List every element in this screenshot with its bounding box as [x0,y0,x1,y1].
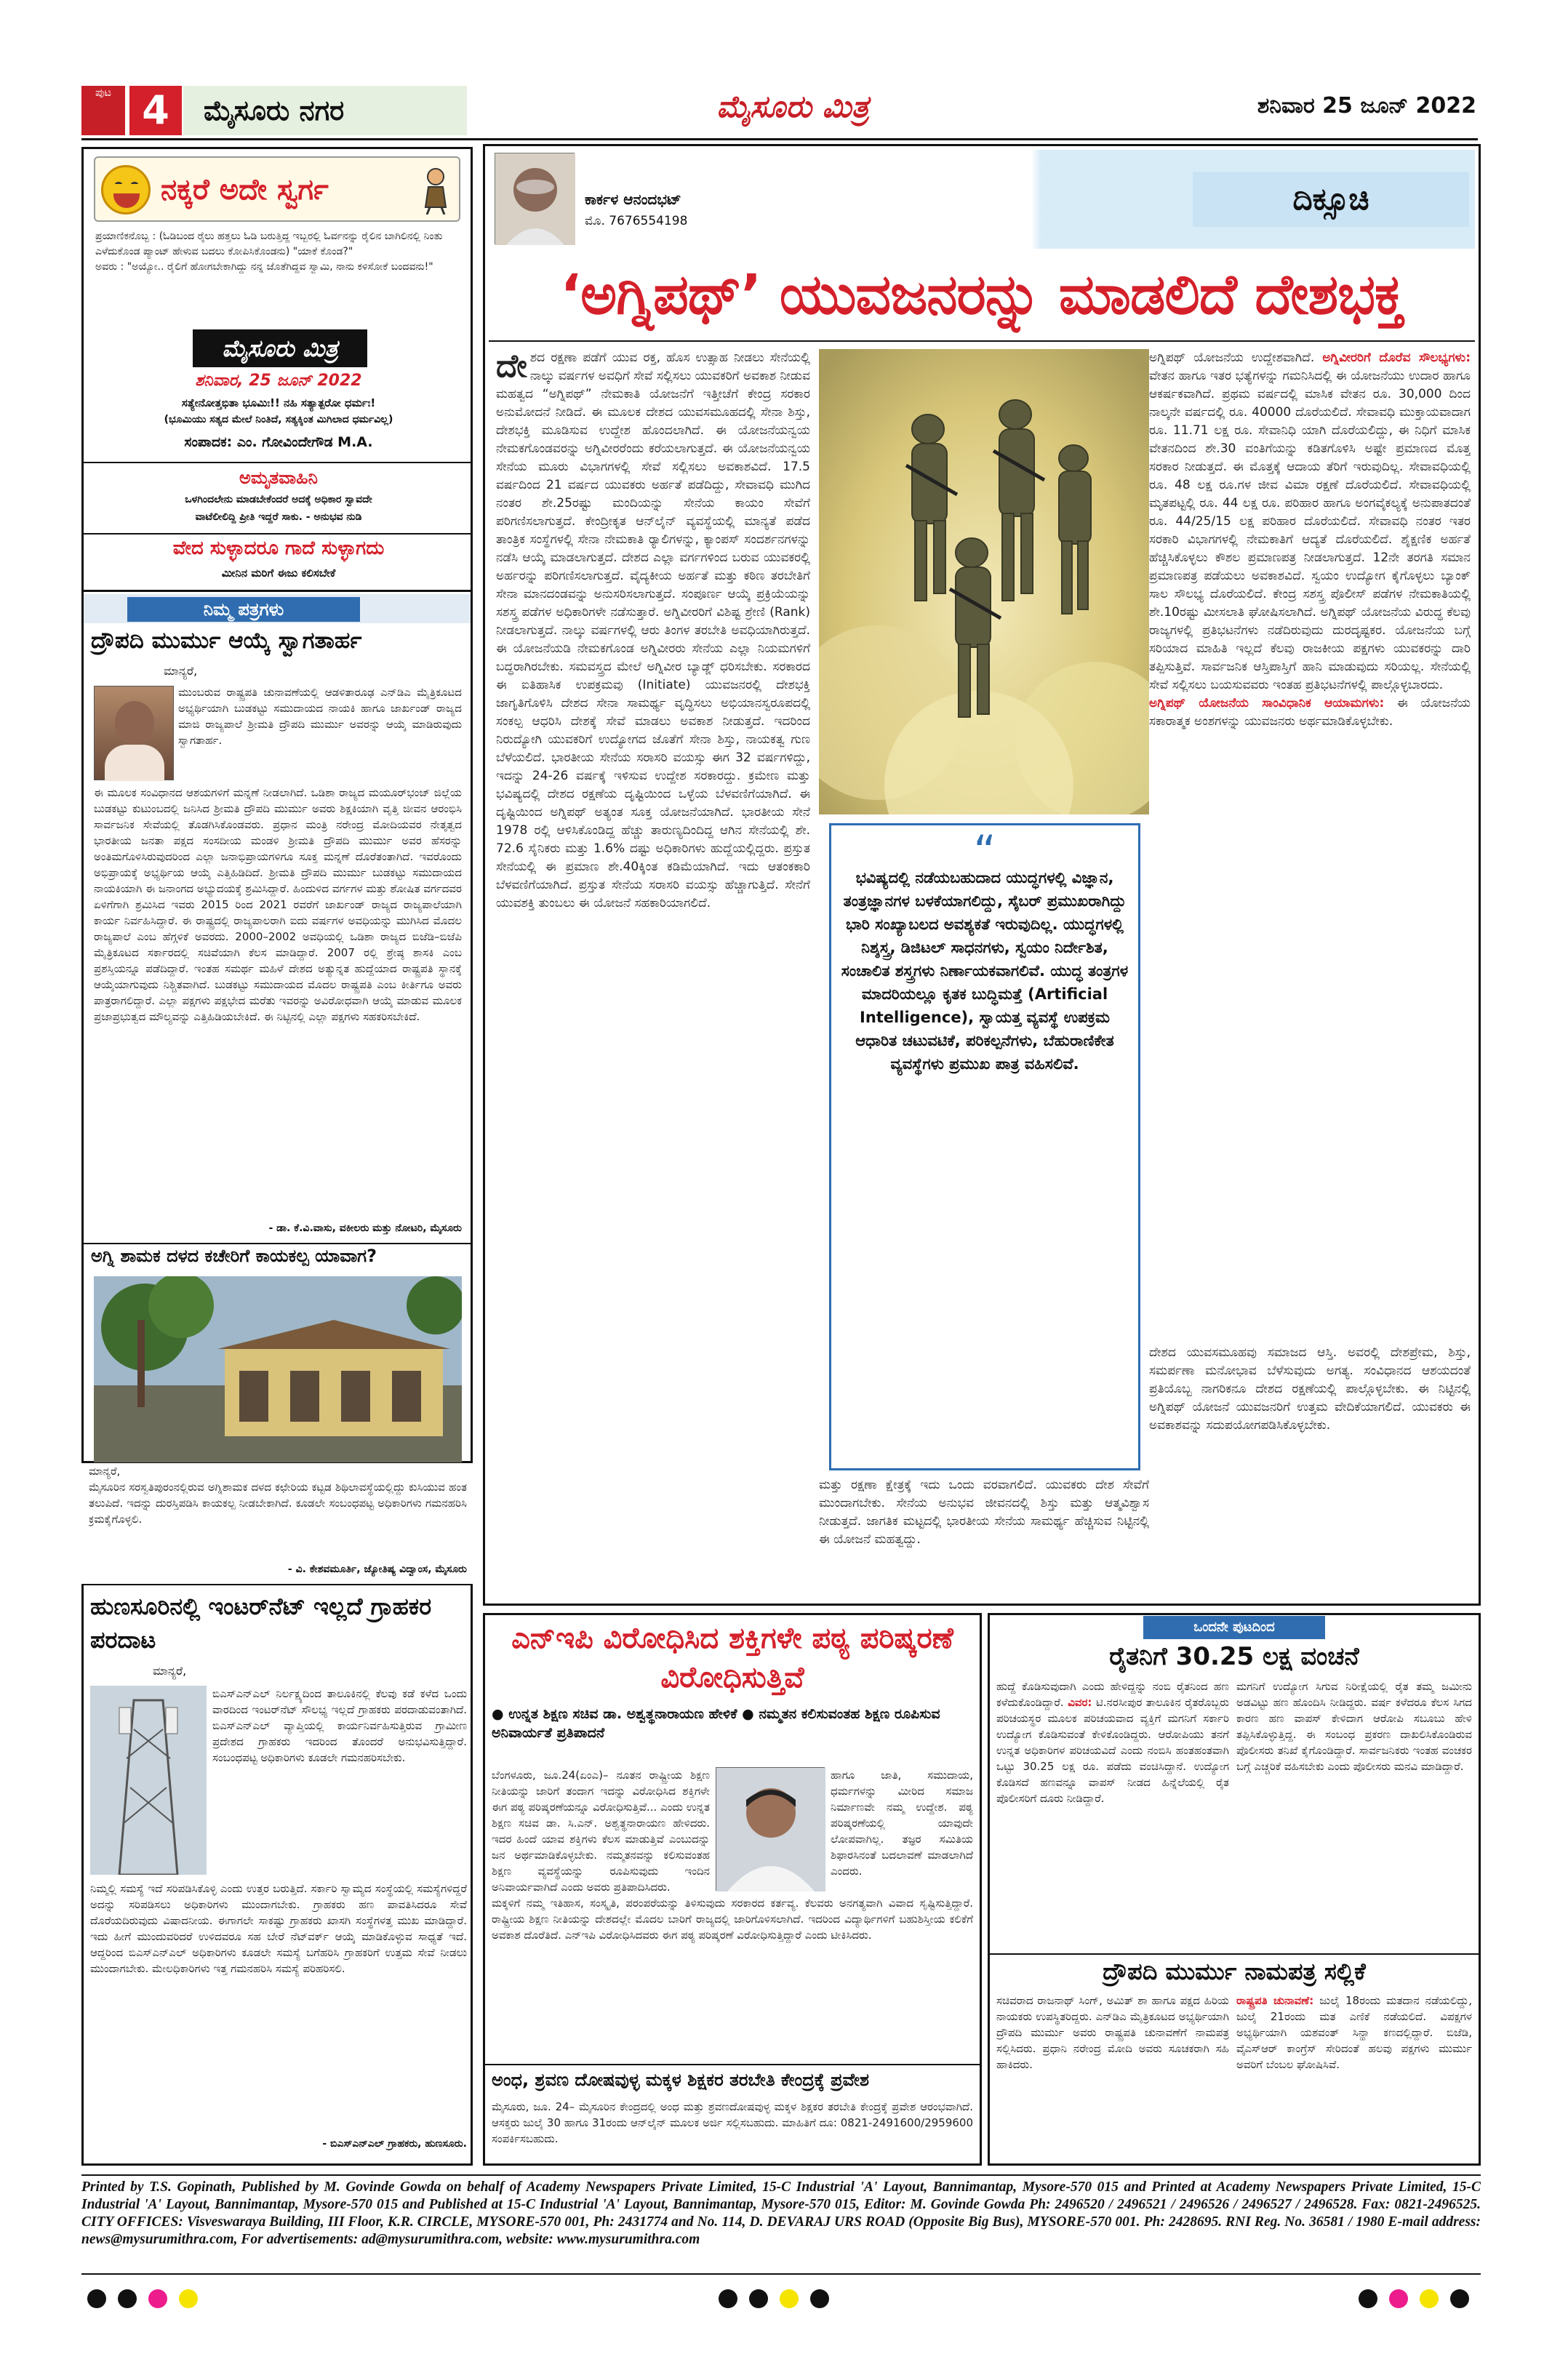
author-photo [495,153,575,244]
amrutavahini-title: ಅಮೃತವಾಹಿನಿ [239,468,318,488]
soldiers-photo [819,349,1149,814]
minister-photo [716,1767,825,1891]
humor-box [94,156,460,222]
page-label: ಪುಟ [95,86,111,99]
humor-title: ನಕ್ಕರೆ ಅದೇ ಸ್ವರ್ಗ [161,173,329,207]
letter3-body: ನಿಮ್ಮಲ್ಲಿ ಸಮಸ್ಯೆ ಇದೆ ಸರಿಪಡಿಸಿಕೊಳ್ಳಿ ಎಂದು ಉತ್ತರ ಬರುತ್ತಿದೆ. ಸರ್ಕಾರಿ ಸ್ವಾಮ್ಯದ ಸಂಸ್ಥೆಯಲ್ಲಿ ಸಮಸ್ಯೆಗಳಿದ್ದರೆ ಅದನ್ನು ಸರಿಪಡಿಸಲು ಅಧಿಕಾರಿಗಳು ಮುಂದಾಗಬೇಕು. ಗ್ರಾಹಕರು ಹಣ ಪಾವತಿಸಿದರೂ ಸೇವೆ ದೊರೆಯದಿರುವುದು ವಿಷಾದನೀಯ. ಈಗಾಗಲೇ ಸಾಕಷ್ಟು ಗ್ರಾಹಕರು ಖಾಸಗಿ ಸಂಸ್ಥೆಗಳತ್ತ ಮುಖ ಮಾಡಿದ್ದಾರೆ. ಇದು ಹೀಗೆ ಮುಂದುವರಿದರೆ ಉಳಿದವರೂ ಸಹ ಬೇರೆ ನೆಟ್‌ವರ್ಕ್ ಆಯ್ಕೆ ಮಾಡಿಕೊಳ್ಳುವ ಸಾಧ್ಯತೆ ಇದೆ. ಆದ್ದರಿಂದ ಬಿಎಸ್‌ಎನ್‌ಎಲ್ ಅಧಿಕಾರಿಗಳು ಕೂಡಲೇ ಸಮಸ್ಯೆ ಬಗೆಹರಿಸಿ ಗ್ರಾಹಕರಿಗೆ ಉತ್ತಮ ಸೇವೆ ನೀಡಲು ಮುಂದಾಗಬೇಕು. ಮೇಲಧಿಕಾರಿಗಳು ಇತ್ತ ಗಮನಹರಿಸಿ ಸಮಸ್ಯೆ ಪರಿಹರಿಸಲಿ. [90,1882,467,1975]
letter-signoff: - ವಿ. ಕೇಶವಮೂರ್ತಿ, ಜ್ಯೋತಿಷ್ಯ ವಿದ್ವಾಂಸ, ಮೈಸೂರು [287,1564,467,1575]
proverb-title: ವೇದ ಸುಳ್ಳಾದರೂ ಗಾದೆ ಸುಳ್ಳಾಗದು [172,537,385,559]
motto-translation: (ಭೂಮಿಯು ಸತ್ಯದ ಮೇಲೆ ನಿಂತಿದೆ, ಸತ್ಯಕ್ಕಿಂತ ಮಿಗಿಲಾದ ಧರ್ಮವಿಲ್ಲ) [164,414,393,425]
nep-headline: ಎನ್‌ಇಪಿ ವಿರೋಧಿಸಿದ ಶಕ್ತಿಗಳೇ ಪಠ್ಯ ಪರಿಷ್ಕರಣೆ ವಿರೋಧಿಸುತ್ತಿವೆ [511,1622,953,1694]
yellow-dot-icon [780,2289,799,2308]
black-dot-icon [810,2289,829,2308]
letters-header: ನಿಮ್ಮ ಪತ್ರಗಳು [127,597,360,622]
article-column: ದೇಶದ ಯುವಸಮೂಹವು ಸಮಾಜದ ಆಸ್ತಿ. ಅವರಲ್ಲಿ ದೇಶಪ್ರೇಮ, ಶಿಸ್ತು, ಸಮರ್ಪಣಾ ಮನೋಭಾವ ಬೆಳೆಸುವುದು ಅಗತ್ಯ. ಸಂವಿಧಾನದ ಆಶಯದಂತೆ ಪ್ರತಿಯೊಬ್ಬ ನಾಗರಿಕನೂ ದೇಶದ ರಕ್ಷಣೆಯಲ್ಲಿ ಪಾಲ್ಗೊಳ್ಳಬೇಕು. ಈ ನಿಟ್ಟಿನಲ್ಲಿ ಅಗ್ನಿಪಥ್ ಯೋಜನೆ ಯುವಜನರಿಗೆ ಉತ್ತಮ ವೇದಿಕೆಯಾಗಲಿದೆ. ಯುವಕರು ಈ ಅವಕಾಶವನ್ನು ಸದುಪಯೋಗಪಡಿಸಿಕೊಳ್ಳಬೇಕು. [1149,1345,1471,1433]
continued-body: ಮಗನಿಗೆ ಉದ್ಯೋಗ ಸಿಗುವ ನಿರೀಕ್ಷೆಯಲ್ಲಿ ರೈತ ತಮ್ಮ ಜಮೀನು ಅಡವಿಟ್ಟು ಹಣ ಹೊಂದಿಸಿ ನೀಡಿದ್ದರು. ವರ್ಷ ಕಳೆದರೂ ಕೆಲಸ ಸಿಗದ ಕಾರಣ ಹಣ ವಾಪಸ್ ಕೇಳಿದಾಗ ಆರೋಪಿ ಸಬೂಬು ಹೇಳಿ ತಪ್ಪಿಸಿಕೊಳ್ಳುತ್ತಿದ್ದ. ಈ ಸಂಬಂಧ ಪ್ರಕರಣ ದಾಖಲಿಸಿಕೊಂಡಿರುವ ಪೊಲೀಸರು ತನಿಖೆ ಕೈಗೊಂಡಿದ್ದಾರೆ. ಸಾರ್ವಜನಿಕರು ಇಂತಹ ವಂಚಕರ ಬಗ್ಗೆ ಎಚ್ಚರಿಕೆ ವಹಿಸಬೇಕು ಎಂದು ಪೊಲೀಸರು ಮನವಿ ಮಾಡಿದ್ದಾರೆ. [1236,1680,1472,1773]
black-dot-icon [87,2289,106,2308]
magenta-dot-icon [1389,2289,1408,2308]
author-name: ಕಾರ್ಕಳ ಆನಂದಭಟ್ [585,191,681,208]
fire-station-photo [94,1276,462,1462]
main-headline: ‘ಅಗ್ನಿಪಥ್’ ಯುವಜನರನ್ನು ಮಾಡಲಿದೆ ದೇಶಭಕ್ತ [560,262,1404,327]
motto: ಸತ್ಯೇನೋತ್ತಭಿತಾ ಭೂಮಿಃ!! ನಹಿ ಸತ್ಯಾತ್ಪರೋ ಧರ್ಮಃ! [181,396,376,409]
letter-salutation: ಮಾನ್ಯರೆ, [89,1465,121,1478]
column-name: ದಿಕ್ಸೂಚಿ [1193,172,1469,227]
letter-salutation: ಮಾನ್ಯರೆ, [164,664,198,678]
registration-marks-right [1353,2288,1475,2310]
section-title: ಮೈಸೂರು ನಗರ [183,86,467,135]
letter-signoff: - ಬಿಎಸ್‌ಎನ್‌ಎಲ್ ಗ್ರಾಹಕರು, ಹುಣಸೂರು. [322,2138,467,2150]
article-column: ದೇಶದ ರಕ್ಷಣಾ ಪಡೆಗೆ ಯುವ ರಕ್ತ, ಹೊಸ ಉತ್ಸಾಹ ನೀಡಲು ಸೇನೆಯಲ್ಲಿ ನಾಲ್ಕು ವರ್ಷಗಳ ಅವಧಿಗೆ ಸೇವೆ ಸಲ್ಲಿಸಲು ಯುವಕರಿಗೆ ಅವಕಾಶ ನೀಡುವ ಮಹತ್ವದ “ಅಗ್ನಿಪಥ್” ನೇಮಕಾತಿ ಯೋಜನೆಗೆ ಇತ್ತೀಚೆಗೆ ಕೇಂದ್ರ ಸರಕಾರ ಅನುಮೋದನೆ ನೀಡಿದೆ. ಈ ಮೂಲಕ ದೇಶದ ಯುವಸಮೂಹದಲ್ಲಿ ಸೇನಾ ಶಿಸ್ತು, ದೇಶಭಕ್ತಿ ಮೂಡಿಸುವ ಉದ್ದೇಶ ಹೊಂದಲಾಗಿದೆ. ಈ ಯೋಜನೆಯನ್ವಯ ನೇಮಕಗೊಂಡವರನ್ನು ಅಗ್ನಿವೀರರೆಂದು ಕರೆಯಲಾಗುತ್ತದೆ. ಈ ಯೋಜನೆಯನ್ವಯ ಸೇನೆಯ ಮೂರು ವಿಭಾಗಗಳಲ್ಲಿ ಸೇವೆ ಸಲ್ಲಿಸಲು ಅವಕಾಶವಿದೆ. 17.5 ವರ್ಷದಿಂದ 21 ವರ್ಷದ ಯುವಕರು ಅರ್ಹತೆ ಪಡೆದಿದ್ದು, ಸೇವಾವಧಿ ಮುಗಿದ ನಂತರ ಶೇ.25ರಷ್ಟು ಮಂದಿಯನ್ನು ಸೇನೆಯ ಕಾಯಂ ಸೇವೆಗೆ ಪರಿಗಣಿಸಲಾಗುತ್ತದೆ. ಕೇಂದ್ರೀಕೃತ ಆನ್‌ಲೈನ್ ವ್ಯವಸ್ಥೆಯಲ್ಲಿ ಮಾನ್ಯತೆ ಪಡೆದ ತಾಂತ್ರಿಕ ಸಂಸ್ಥೆಗಳಲ್ಲಿ ಸೇನಾ ನೇಮಕಾತಿ ರ‍್ಯಾಲಿಗಳನ್ನು, ಕ್ಯಾಂಪಸ್ ಸಂದರ್ಶನಗಳನ್ನು ನಡೆಸಿ ಆಯ್ಕೆ ಮಾಡಲಾಗುತ್ತದೆ. ದೇಶದ ಎಲ್ಲಾ ವರ್ಗಗಳಿಂದ ಬರುವ ಯುವಕರಲ್ಲಿ ಅರ್ಹರನ್ನು ಪರಿಗಣಿಸಲಾಗುತ್ತದೆ. ವೈದ್ಯಕೀಯ ಅರ್ಹತೆ ಮತ್ತು ಕಠಿಣ ತರಬೇತಿಗೆ ಸೇನಾ ಮಾನದಂಡವನ್ನು ಅನುಸರಿಸಲಾಗುತ್ತದೆ. ಸಂಪೂರ್ಣ ಆಯ್ಕೆ ಪ್ರಕ್ರಿಯೆಯನ್ನು ಸಶಸ್ತ್ರ ಪಡೆಗಳ ಅಧಿಕಾರಿಗಳೇ ನಡೆಸುತ್ತಾರೆ. ಅಗ್ನಿವೀರರಿಗೆ ವಿಶಿಷ್ಟ ಶ್ರೇಣಿ (Rank) ನೀಡಲಾಗುತ್ತದೆ. ನಾಲ್ಕು ವರ್ಷಗಳಲ್ಲಿ ಆರು ತಿಂಗಳ ತರಬೇತಿ ಅವಧಿಯಾಗಿರುತ್ತದೆ. ಈ ಯೋಜನೆಯಡಿ ನೇಮಕಗೊಂಡ ಅಗ್ನಿವೀರರು ಸೇನೆಯ ಎಲ್ಲಾ ನಿಯಮಗಳಿಗೆ ಬದ್ಧರಾಗಿರಬೇಕು. ಸಮವಸ್ತ್ರದ ಮೇಲೆ ಅಗ್ನಿವೀರ ಬ್ಯಾಡ್ಜ್ ಧರಿಸಬೇಕು. ಸರಕಾರದ ಈ ಐತಿಹಾಸಿಕ ಉಪಕ್ರಮವು (Initiate) ಯುವಜನರಲ್ಲಿ ದೇಶಭಕ್ತಿ ಜಾಗೃತಿಗೊಳಿಸಿ ದೇಶದ ಸೇನಾ ಸಾಮರ್ಥ್ಯ ವೃದ್ಧಿಸಲು ಅಭಿಯಾನಸ್ವರೂಪದಲ್ಲಿ ಸಂಕಲ್ಪ ಆಧರಿಸಿ ದೇಶಕ್ಕೆ ಸೇವೆ ಮಾಡಲು ಅವಕಾಶ ನೀಡುತ್ತದೆ. ಇದರಿಂದ ನಿರುದ್ಯೋಗಿ ಯುವಕರಿಗೆ ಉದ್ಯೋಗದ ಜೊತೆಗೆ ಸೇನಾ ಶಿಸ್ತು, ನಾಯಕತ್ವ ಗುಣ ಬೆಳೆಯಲಿದೆ. ಭಾರತೀಯ ಸೇನೆಯ ಸರಾಸರಿ ವಯಸ್ಸು ಈಗ 32 ವರ್ಷಗಳಿದ್ದು, ಇದನ್ನು 24-26 ವರ್ಷಕ್ಕೆ ಇಳಿಸುವ ಉದ್ದೇಶ ಸರಕಾರದ್ದು. ಕ್ರಮೇಣ ಮತ್ತು ಭವಿಷ್ಯದಲ್ಲಿ ದೇಶದ ರಕ್ಷಣೆಯ ದೃಷ್ಟಿಯಿಂದ ಒಳ್ಳೆಯ ಬೆಳವಣಿಗೆಯಾಗಿದೆ. ಈ ದೃಷ್ಟಿಯಿಂದ ಅಗ್ನಿಪಥ್ ಅತ್ಯಂತ ಸೂಕ್ತ ಯೋಜನೆಯಾಗಿದೆ. ಭಾರತೀಯ ಸೇನೆ 1978 ರಲ್ಲಿ ಆಳಿಸಿಕೊಂಡಿದ್ದ ಹೆಚ್ಚು ತಾರುಣ್ಯದಿಂದಿದ್ದ ಆಗಿನ ಸೇನೆಯಲ್ಲಿ ಶೇ. 72.6 ಸೈನಿಕರು ಮತ್ತು 1.6% ದಷ್ಟು ಅಧಿಕಾರಿಗಳು ಹುದ್ದೆಯಲ್ಲಿದ್ದರು. ಪ್ರಸ್ತುತ ಸೇನೆಯಲ್ಲಿ ಈ ಪ್ರಮಾಣ ಶೇ.40ಕ್ಕಿಂತ ಕಡಿಮೆಯಾಗಿದೆ. ಇದು ಆತಂಕಕಾರಿ ಬೆಳವಣಿಗೆಯಾಗಿದೆ. ಪ್ರಸ್ತುತ ಸೇನೆಯ ಸರಾಸರಿ ವಯಸ್ಸು ಹೆಚ್ಚಾಗುತ್ತಿದೆ. ಸೇನೆಗೆ ಯುವಶಕ್ತಿ ತುಂಬಲು ಈ ಯೋಜನೆ ಸಹಕಾರಿಯಾಗಲಿದೆ. [496,349,810,910]
letter-body: ಈ ಮೂಲಕ ಸಂವಿಧಾನದ ಆಶಯಗಳಿಗೆ ಮನ್ನಣೆ ನೀಡಲಾಗಿದೆ. ಒಡಿಶಾ ರಾಜ್ಯದ ಮಯೂರ್‌ಭಂಜ್ ಜಿಲ್ಲೆಯ ಬುಡಕಟ್ಟು ಕುಟುಂಬದಲ್ಲಿ ಜನಿಸಿದ ಶ್ರೀಮತಿ ದ್ರೌಪದಿ ಮುರ್ಮು ಅವರು ಶಿಕ್ಷಕಿಯಾಗಿ ವೃತ್ತಿ ಜೀವನ ಆರಂಭಿಸಿ ಸಾರ್ವಜನಿಕ ಸೇವೆಯಲ್ಲಿ ತೊಡಗಿಸಿಕೊಂಡವರು. ಪ್ರಧಾನ ಮಂತ್ರಿ ನರೇಂದ್ರ ಮೋದಿಯವರ ನೇತೃತ್ವದ ಭಾರತೀಯ ಜನತಾ ಪಕ್ಷದ ಸಂಸದೀಯ ಮಂಡಳಿ ಶ್ರೀಮತಿ ದ್ರೌಪದಿ ಮುರ್ಮು ಅವರ ಹೆಸರನ್ನು ಅಂತಿಮಗೊಳಿಸಿರುವುದರಿಂದ ಎಲ್ಲಾ ಜನಾಭಿಪ್ರಾಯಗಳಿಗೂ ಸೂಕ್ತ ಮನ್ನಣೆ ದೊರೆತಂತಾಗಿದೆ. ಇವರೊಂದು ಅಭಿಪ್ರಾಯಕ್ಕೆ ಅಭ್ಯರ್ಥಿಯ ಆಯ್ಕೆ ಎತ್ತಿಹಿಡಿದಿದೆ. ಶ್ರೀಮತಿ ದ್ರೌಪದಿ ಮುರ್ಮು ಬುಡಕಟ್ಟು ಸಮುದಾಯದ ನಾಯಕಿಯಾಗಿ ಈ ಜನಾಂಗದ ಅಭ್ಯುದಯಕ್ಕೆ ಶ್ರಮಿಸಿದ್ದಾರೆ. ಹಿಂದುಳಿದ ವರ್ಗಗಳ ಮತ್ತು ಶೋಷಿತ ವರ್ಗದವರ ಏಳಿಗೆಗಾಗಿ ಶ್ರಮಿಸಿದ ಇವರು 2015 ರಿಂದ 2021 ರವರೆಗೆ ಜಾರ್ಖಂಡ್ ರಾಜ್ಯದ ರಾಜ್ಯಪಾಲೆಯಾಗಿ ಕಾರ್ಯ ನಿರ್ವಹಿಸಿದ್ದಾರೆ. ಈ ರಾಷ್ಟ್ರದಲ್ಲಿ ರಾಜ್ಯಪಾಲರಾಗಿ ಐದು ವರ್ಷಗಳ ಅವಧಿಯನ್ನು ಮುಗಿಸಿದ ಮೊದಲ ರಾಜ್ಯಪಾಲೆ ಎಂಬ ಹೆಗ್ಗಳಿಕೆ ಅವರದು. 2000–2002 ಅವಧಿಯಲ್ಲಿ ಒಡಿಶಾ ರಾಜ್ಯದ ಬಿಜೆಡಿ–ಬಿಜೆಪಿ ಮೈತ್ರಿಕೂಟದ ಸರ್ಕಾರದಲ್ಲಿ ಸಚಿವೆಯಾಗಿ ಕೆಲಸ ಮಾಡಿದ್ದಾರೆ. 2007 ರಲ್ಲಿ ಶ್ರೇಷ್ಠ ಶಾಸಕಿ ಎಂಬ ಪ್ರಶಸ್ತಿಯನ್ನೂ ಪಡೆದಿದ್ದಾರೆ. ಇಂತಹ ಸಮರ್ಥ ಮಹಿಳೆ ದೇಶದ ಅತ್ಯುನ್ನತ ಹುದ್ದೆಯಾದ ರಾಷ್ಟ್ರಪತಿ ಸ್ಥಾನಕ್ಕೆ ಆಯ್ಕೆಯಾಗುವುದು ನಿಶ್ಚಿತವಾಗಿದೆ. ಬುಡಕಟ್ಟು ಸಮುದಾಯದ ಮೊದಲ ರಾಷ್ಟ್ರಪತಿ ಎಂಬ ಕೀರ್ತಿಗೂ ಅವರು ಪಾತ್ರರಾಗಲಿದ್ದಾರೆ. ಎಲ್ಲಾ ಪಕ್ಷಗಳು ಪಕ್ಷಭೇದ ಮರೆತು ಇವರನ್ನು ಅವಿರೋಧವಾಗಿ ಆಯ್ಕೆ ಮಾಡುವ ಮೂಲಕ ಪ್ರಜಾಪ್ರಭುತ್ವದ ಮೌಲ್ಯವನ್ನು ಎತ್ತಿಹಿಡಿಯಬೇಕಿದೆ. ಈ ನಿಟ್ಟಿನಲ್ಲಿ ಎಲ್ಲಾ ಪಕ್ಷಗಳು ಸಹಕರಿಸಬೇಕಿದೆ. [94,786,462,1023]
amrutavahini-line: ವಾಟೆಲೀಲಿದ್ದಿ ಪ್ರೀತಿ ಇದ್ದರೆ ಸಾಕು. - ಅನುಭವ ನುಡಿ [195,511,362,523]
nep-subhead: ● ಉನ್ನತ ಶಿಕ್ಷಣ ಸಚಿವ ಡಾ. ಅಶ್ವತ್ಥನಾರಾಯಣ ಹೇಳಿಕೆ ● ನಮ್ಮತನ ಕಲಿಸುವಂತಹ ಶಿಕ್ಷಣ ರೂಪಿಸುವ ಅನಿವಾರ್ಯತೆ ಪ್ರತಿಪಾದನೆ [492,1706,940,1741]
laughing-face-icon [101,165,151,215]
footer-imprint: Printed by T.S. Gopinath, Published by M. Govinde Gowda on behalf of Academy Newspapers Private Limited, 15-C Industrial 'A' Layout, Bannimantap, Mysore-570 015 and Printed at Academy Newspapers Private Limited, 15-C Industrial 'A' Layout, Bannimantap, Mysore-570 015 and Published at 15-C Industrial 'A' Layout, Bannimantap, Mysore-570 015, Editor: M. Govinde Gowda Ph: 2496520 / 2496521 / 2496526 / 2496527 / 2496528. Fax: 0821-2496525. CITY OFFICES: Visveswaraya Building, III Floor, K.R. CIRCLE, MYSORE-570 001, Ph: 2431774 and No. 114, D. DEVARAJ URS ROAD (Opposite Big Bus), MYSORE-570 001. Ph: 2428695. RNI Reg. No. 36581 / 1980 E-mail address: news@mysurumithra.com, For advertisements: ad@mysurumithra.com, website: www.mysurumithra.com [81,2179,1481,2247]
letter-title: ಹುಣಸೂರಿನಲ್ಲಿ ಇಂಟರ್‌ನೆಟ್ ಇಲ್ಲದೆ ಗ್ರಾಹಕರ ಪರದಾಟ [90,1593,432,1654]
continued-body: ಸಚಿವರಾದ ರಾಜನಾಥ್ ಸಿಂಗ್, ಅಮಿತ್ ಶಾ ಹಾಗೂ ಪಕ್ಷದ ಹಿರಿಯ ನಾಯಕರು ಉಪಸ್ಥಿತರಿದ್ದರು. ಎನ್‌ಡಿಎ ಮೈತ್ರಿಕೂಟದ ಅಭ್ಯರ್ಥಿಯಾಗಿ ದ್ರೌಪದಿ ಮುರ್ಮು ಅವರು ರಾಷ್ಟ್ರಪತಿ ಚುನಾವಣೆಗೆ ನಾಮಪತ್ರ ಸಲ್ಲಿಸಿದರು. ಪ್ರಧಾನಿ ನರೇಂದ್ರ ಮೋದಿ ಅವರು ಸೂಚಕರಾಗಿ ಸಹಿ ಹಾಕಿದರು. [996,1994,1229,2071]
article-column: ಮತ್ತು ರಕ್ಷಣಾ ಕ್ಷೇತ್ರಕ್ಕೆ ಇದು ಒಂದು ವರವಾಗಲಿದೆ. ಯುವಕರು ದೇಶ ಸೇವೆಗೆ ಮುಂದಾಗಬೇಕು. ಸೇನೆಯ ಅನುಭವ ಜೀವನದಲ್ಲಿ ಶಿಸ್ತು ಮತ್ತು ಆತ್ಮವಿಶ್ವಾಸ ನೀಡುತ್ತದೆ. ಜಾಗತಿಕ ಮಟ್ಟದಲ್ಲಿ ಭಾರತೀಯ ಸೇನೆಯ ಸಾಮರ್ಥ್ಯ ಹೆಚ್ಚಿಸುವ ನಿಟ್ಟಿನಲ್ಲಿ ಈ ಯೋಜನೆ ಮಹತ್ವದ್ದು. [819,1478,1149,1547]
continued-body: ಹುದ್ದೆ ಕೊಡಿಸುವುದಾಗಿ ಎಂದು ಹೇಳಿದ್ದನ್ನು ನಂಬಿ ರೈತನಿಂದ ಹಣ ಕಳೆದುಕೊಂಡಿದ್ದಾರೆ. ವಿವರ: ಟಿ.ನರಸೀಪುರ ತಾಲೂಕಿನ ರೈತರೊಬ್ಬರು ಪರಿಚಯಸ್ಥರ ಮೂಲಕ ಪರಿಚಯವಾದ ವ್ಯಕ್ತಿಗೆ ಮಗನಿಗೆ ಸರ್ಕಾರಿ ಉದ್ಯೋಗ ಕೊಡಿಸುವಂತೆ ಕೇಳಿಕೊಂಡಿದ್ದರು. ಆರೋಪಿಯು ತನಗೆ ಉನ್ನತ ಅಧಿಕಾರಿಗಳ ಪರಿಚಯವಿದೆ ಎಂದು ನಂಬಿಸಿ ಹಂತಹಂತವಾಗಿ ಒಟ್ಟು 30.25 ಲಕ್ಷ ರೂ. ಪಡೆದು ವಂಚಿಸಿದ್ದಾನೆ. ಉದ್ಯೋಗ ಕೊಡಿಸದೆ ಹಣವನ್ನೂ ವಾಪಸ್ ನೀಡದ ಹಿನ್ನೆಲೆಯಲ್ಲಿ ರೈತ ಪೊಲೀಸರಿಗೆ ದೂರು ನೀಡಿದ್ದಾರೆ. [996,1680,1229,1805]
page-number: 4 [129,86,182,135]
continued-title: ರೈತನಿಗೆ 30.25 ಲಕ್ಷ ವಂಚನೆ [1109,1642,1359,1671]
masthead-small: ಮೈಸೂರು ಮಿತ್ರ [193,329,367,367]
letter-body-preview: ಮುಂಬರುವ ರಾಷ್ಟ್ರಪತಿ ಚುನಾವಣೆಯಲ್ಲಿ ಆಡಳಿತಾರೂಢ ಎನ್‌ಡಿಎ ಮೈತ್ರಿಕೂಟದ ಅಭ್ಯರ್ಥಿಯಾಗಿ ಬುಡಕಟ್ಟು ಸಮುದಾಯದ ನಾಯಕಿ ಹಾಗೂ ಜಾರ್ಖಂಡ್ ರಾಜ್ಯದ ಮಾಜಿ ರಾಜ್ಯಪಾಲೆ ಶ್ರೀಮತಿ ದ್ರೌಪದಿ ಮುರ್ಮು ಅವರನ್ನು ಆಯ್ಕೆ ಮಾಡಿರುವುದು ಸ್ವಾಗತಾರ್ಹ. [178,686,462,747]
joke-line: ಅವರು : "ಅಯ್ಯೋ.. ರೈಲಿಗೆ ಹೋಗಬೇಕಾಗಿದ್ದು ನನ್ನ ಜೊತೆಗಿದ್ದವ ಸ್ವಾಮಿ, ನಾನು ಕಳಿಸೋಕೆ ಬಂದವನು!" [95,261,433,273]
header-date: ಶನಿವಾರ 25 ಜೂನ್ 2022 [1257,93,1476,119]
header-rule [81,138,1478,140]
pull-quote-text: ಭವಿಷ್ಯದಲ್ಲಿ ನಡೆಯಬಹುದಾದ ಯುದ್ಧಗಳಲ್ಲಿ ವಿಜ್ಞಾನ, ತಂತ್ರಜ್ಞಾನಗಳ ಬಳಕೆಯಾಗಲಿದ್ದು, ಸೈಬರ್ ಪ್ರಮುಖರಾಗಿದ್ದು ಭಾರಿ ಸಂಖ್ಯಾಬಲದ ಅವಶ್ಯಕತೆ ಇರುವುದಿಲ್ಲ. ಯುದ್ಧಗಳಲ್ಲಿ ನಿಶ್ಶಸ್ತ್ರ, ಡಿಜಿಟಲ್ ಸಾಧನಗಳು, ಸ್ವಯಂ ನಿರ್ದೇಶಿತ, ಸಂಚಾಲಿತ ಶಸ್ತ್ರಗಳು ನಿರ್ಣಾಯಕವಾಗಲಿವೆ. ಯುದ್ಧ ತಂತ್ರಗಳ ಮಾದರಿಯಲ್ಲೂ ಕೃತಕ ಬುದ್ಧಿಮತ್ತೆ (Artificial Intelligence), ಸ್ವಾಯತ್ತ ವ್ಯವಸ್ಥೆ ಉಪಕ್ರಮ ಆಧಾರಿತ ಚಟುವಟಿಕೆ, ಪರಿಕಲ್ಪನೆಗಳು, ಬೆಹುರಾಣಿಕೇತ ವ್ಯವಸ್ಥೆಗಳು ಪ್ರಮುಖ ಪಾತ್ರ ವಹಿಸಲಿವೆ. [841,869,1129,1073]
black-dot-icon [118,2289,137,2308]
black-dot-icon [749,2289,768,2308]
pull-quote-box [829,823,1140,1470]
yellow-dot-icon [1420,2289,1439,2308]
black-dot-icon [1450,2289,1469,2308]
quote-icon: “ [973,826,996,877]
author-phone: ಮೊ. 7676554198 [585,214,688,228]
nep-body: ಮಕ್ಕಳಿಗೆ ನಮ್ಮ ಇತಿಹಾಸ, ಸಂಸ್ಕೃತಿ, ಪರಂಪರೆಯನ್ನು ತಿಳಿಸುವುದು ಸರಕಾರದ ಕರ್ತವ್ಯ. ಕೆಲವರು ಅನಗತ್ಯವಾಗಿ ವಿವಾದ ಸೃಷ್ಟಿಸುತ್ತಿದ್ದಾರೆ. ರಾಷ್ಟ್ರೀಯ ಶಿಕ್ಷಣ ನೀತಿಯನ್ನು ದೇಶದಲ್ಲೇ ಮೊದಲ ಬಾರಿಗೆ ರಾಜ್ಯದಲ್ಲಿ ಜಾರಿಗೊಳಿಸಲಾಗಿದೆ. ಇದರಿಂದ ವಿದ್ಯಾರ್ಥಿಗಳಿಗೆ ಬಹುಶಿಸ್ತೀಯ ಕಲಿಕೆಗೆ ಅವಕಾಶ ದೊರೆತಿದೆ. ಎನ್‌ಇಪಿ ವಿರೋಧಿಸಿದವರು ಈಗ ಪಠ್ಯ ಪರಿಷ್ಕರಣೆ ವಿರೋಧಿಸುತ್ತಿದ್ದಾರೆ ಎಂದು ಟೀಕಿಸಿದರು. [492,1897,973,1942]
nep-body: ಬೆಂಗಳೂರು, ಜೂ.24(ಏಂಎ)– ನೂತನ ರಾಷ್ಟ್ರೀಯ ಶಿಕ್ಷಣ ನೀತಿಯನ್ನು ಜಾರಿಗೆ ತಂದಾಗ ಇದನ್ನು ವಿರೋಧಿಸಿದ ಶಕ್ತಿಗಳೇ ಈಗ ಪಠ್ಯ ಪರಿಷ್ಕರಣೆಯನ್ನೂ ವಿರೋಧಿಸುತ್ತಿವೆ... ಎಂದು ಉನ್ನತ ಶಿಕ್ಷಣ ಸಚಿವ ಡಾ. ಸಿ.ಎನ್. ಅಶ್ವತ್ಥನಾರಾಯಣ ಹೇಳಿದರು. ಇದರ ಹಿಂದೆ ಯಾವ ಶಕ್ತಿಗಳು ಕೆಲಸ ಮಾಡುತ್ತಿವೆ ಎಂಬುದನ್ನು ಜನ ಅರ್ಥಮಾಡಿಕೊಳ್ಳಬೇಕು. ನಮ್ಮತನವನ್ನು ಕಲಿಸುವಂತಹ ಶಿಕ್ಷಣ ವ್ಯವಸ್ಥೆಯನ್ನು ರೂಪಿಸುವುದು ಇಂದಿನ ಅನಿವಾರ್ಯವಾಗಿದೆ ಎಂದು ಅವರು ಪ್ರತಿಪಾದಿಸಿದರು. [492,1769,710,1894]
masthead-date: ಶನಿವಾರ, 25 ಜೂನ್ 2022 [195,372,362,390]
draupadi-murmu-photo [94,686,174,780]
magenta-dot-icon [148,2289,167,2308]
editor-line: ಸಂಪಾದಕ: ಎಂ. ಗೋವಿಂದೇಗೌಡ M.A. [184,434,373,450]
left-column [81,147,473,1463]
black-dot-icon [719,2289,737,2308]
joke-text [95,229,462,324]
letter-title: ದ್ರೌಪದಿ ಮುರ್ಮು ಆಯ್ಕೆ ಸ್ವಾಗತಾರ್ಹ [91,628,362,654]
letters-header-band [84,594,471,623]
continued-body: ರಾಷ್ಟ್ರಪತಿ ಚುನಾವಣೆ: ಜುಲೈ 18ರಂದು ಮತದಾನ ನಡೆಯಲಿದ್ದು, ಜುಲೈ 21ರಂದು ಮತ ಎಣಿಕೆ ನಡೆಯಲಿದೆ. ವಿಪಕ್ಷಗಳ ಅಭ್ಯರ್ಥಿಯಾಗಿ ಯಶವಂತ್ ಸಿನ್ಹಾ ಕಣದಲ್ಲಿದ್ದಾರೆ. ಬಿಜೆಡಿ, ವೈಎಸ್‌ಆರ್ ಕಾಂಗ್ರೆಸ್ ಸೇರಿದಂತೆ ಹಲವು ಪಕ್ಷಗಳು ಮುರ್ಮು ಅವರಿಗೆ ಬೆಂಬಲ ಘೋಷಿಸಿವೆ. [1236,1994,1472,2071]
continued-title: ದ್ರೌಪದಿ ಮುರ್ಮು ನಾಮಪತ್ರ ಸಲ್ಲಿಕೆ [1103,1958,1366,1985]
letter-signoff: - ಡಾ. ಕೆ.ವಿ.ವಾಸು, ವಕೀಲರು ಮತ್ತು ನೋಟರಿ, ಮೈಸೂರು [268,1222,462,1234]
nep-body: ಹಾಗೂ ಜಾತಿ, ಸಮುದಾಯ, ಧರ್ಮಗಳನ್ನು ಮೀರಿದ ಸಮಾಜ ನಿರ್ಮಾಣವೇ ನಮ್ಮ ಉದ್ದೇಶ. ಪಠ್ಯ ಪರಿಷ್ಕರಣೆಯಲ್ಲಿ ಯಾವುದೇ ಲೋಪವಾಗಿಲ್ಲ. ತಜ್ಞರ ಸಮಿತಿಯ ಶಿಫಾರಸಿನಂತೆ ಬದಲಾವಣೆ ಮಾಡಲಾಗಿದೆ ಎಂದರು. [831,1769,973,1878]
article-column: ಅಗ್ನಿಪಥ್ ಯೋಜನೆಯ ಉದ್ದೇಶವಾಗಿದೆ. ಅಗ್ನಿವೀರರಿಗೆ ದೊರೆವ ಸೌಲಭ್ಯಗಳು: ವೇತನ ಹಾಗೂ ಇತರ ಭತ್ಯೆಗಳನ್ನು ಗಮನಿಸಿದಲ್ಲಿ ಈ ಯೋಜನೆಯು ಉದಾರ ಹಾಗೂ ಆಕರ್ಷಕವಾಗಿದೆ. ಪ್ರಥಮ ವರ್ಷದಲ್ಲಿ ಮಾಸಿಕ ವೇತನ ರೂ. 30,000 ದಿಂದ ನಾಲ್ಕನೇ ವರ್ಷದಲ್ಲಿ ರೂ. 40000 ದೊರೆಯಲಿದೆ. ಸೇವಾವಧಿ ಮುಕ್ತಾಯವಾದಾಗ ರೂ. 11.71 ಲಕ್ಷ ರೂ. ಸೇವಾನಿಧಿ ಯಾಗಿ ದೊರೆಯಲಿದ್ದು, ಈ ನಿಧಿಗೆ ಮಾಸಿಕ ವೇತನದಿಂದ ಶೇ.30 ವಂತಿಗೆಯನ್ನು ಕಡಿತಗೊಳಿಸಿ ಅಷ್ಟೇ ಪ್ರಮಾಣದ ಮೊತ್ತ ಸರಕಾರ ನೀಡುತ್ತದೆ. ಈ ಮೊತ್ತಕ್ಕೆ ಆದಾಯ ತೆರಿಗೆ ಇರುವುದಿಲ್ಲ. ಸೇವಾವಧಿಯಲ್ಲಿ ರೂ. 48 ಲಕ್ಷ ರೂ.ಗಳ ಜೀವ ವಿಮಾ ರಕ್ಷಣೆ ದೊರೆಯಲಿದೆ. ಸೇವಾವಧಿಯಲ್ಲಿ ಮೃತಪಟ್ಟಲ್ಲಿ ರೂ. 44 ಲಕ್ಷ ರೂ. ಪರಿಹಾರ ಹಾಗೂ ಅಂಗವೈಕಲ್ಯಕ್ಕೆ ಅನುಪಾತದಂತೆ ರೂ. 44/25/15 ಲಕ್ಷ ಪರಿಹಾರ ದೊರೆಯಲಿದೆ. ಸೇವಾವಧಿ ನಂತರ ಇತರ ಸರಕಾರಿ ವಿಭಾಗಗಳಲ್ಲಿ ನೇಮಕಾತಿಗೆ ಆದ್ಯತೆ ದೊರೆಯಲಿದೆ. ಶೈಕ್ಷಣಿಕ ಅರ್ಹತೆ ಹೆಚ್ಚಿಸಿಕೊಳ್ಳಲು ಕೌಶಲ ಪ್ರಮಾಣಪತ್ರ ನೀಡಲಾಗುತ್ತದೆ. 12ನೇ ತರಗತಿ ಸಮಾನ ಪ್ರಮಾಣಪತ್ರ ಪಡೆಯಲು ಅವಕಾಶವಿದೆ. ಸ್ವಯಂ ಉದ್ಯೋಗ ಕೈಗೊಳ್ಳಲು ಬ್ಯಾಂಕ್ ಸಾಲ ಸೌಲಭ್ಯ ದೊರೆಯಲಿದೆ. ಕೇಂದ್ರ ಸಶಸ್ತ್ರ ಪೊಲೀಸ್ ಪಡೆಗಳ ನೇಮಕಾತಿಯಲ್ಲಿ ಶೇ.10ರಷ್ಟು ಮೀಸಲಾತಿ ಘೋಷಿಸಲಾಗಿದೆ. ಅಗ್ನಿಪಥ್ ಯೋಜನೆಯ ವಿರುದ್ಧ ಕೆಲವು ರಾಜ್ಯಗಳಲ್ಲಿ ಪ್ರತಿಭಟನೆಗಳು ನಡೆದಿರುವುದು ದುರದೃಷ್ಟಕರ. ಯೋಜನೆಯ ಬಗ್ಗೆ ಸರಿಯಾದ ಮಾಹಿತಿ ಇಲ್ಲದೆ ಕೆಲವು ರಾಜಕೀಯ ಪಕ್ಷಗಳು ಯುವಕರನ್ನು ದಾರಿ ತಪ್ಪಿಸುತ್ತಿವೆ. ಸಾರ್ವಜನಿಕ ಆಸ್ತಿಪಾಸ್ತಿಗೆ ಹಾನಿ ಮಾಡುವುದು ಸರಿಯಲ್ಲ. ಸೇನೆಯಲ್ಲಿ ಸೇವೆ ಸಲ್ಲಿಸಲು ಬಯಸುವವರು ಇಂತಹ ಪ್ರತಿಭಟನೆಗಳಲ್ಲಿ ಪಾಲ್ಗೊಳ್ಳಬಾರದು. ಅಗ್ನಿಪಥ್ ಯೋಜನೆಯ ಸಾಂವಿಧಾನಿಕ ಆಯಾಮಗಳು: ಈ ಯೋಜನೆಯ ಸಕಾರಾತ್ಮಕ ಅಂಶಗಳನ್ನು ಯುವಜನರು ಅರ್ಥಮಾಡಿಕೊಳ್ಳಬೇಕು. [1149,351,1471,729]
letter3-body-preview: ಬಿಎಸ್‌ಎನ್‌ಎಲ್ ನಿರ್ಲಕ್ಷ್ಯದಿಂದ ತಾಲೂಕಿನಲ್ಲಿ ಕೆಲವು ಕಡೆ ಕಳೆದ ಒಂದು ವಾರದಿಂದ ಇಂಟರ್‌ನೆಟ್ ಸೌಲಭ್ಯ ಇಲ್ಲದೆ ಗ್ರಾಹಕರು ಪರದಾಡುವಂತಾಗಿದೆ. ಬಿಎಸ್‌ಎನ್‌ಎಲ್ ವ್ಯಾಪ್ತಿಯಲ್ಲಿ ಕಾರ್ಯನಿರ್ವಹಿಸುತ್ತಿರುವ ಗ್ರಾಮೀಣ ಪ್ರದೇಶದ ಗ್ರಾಹಕರು ಇದರಿಂದ ತೊಂದರೆ ಅನುಭವಿಸುತ್ತಿದ್ದಾರೆ. ಸಂಬಂಧಪಟ್ಟ ಅಧಿಕಾರಿಗಳು ಕೂಡಲೇ ಗಮನಹರಿಸಬೇಕು. [212,1687,467,1764]
black-dot-icon [1359,2289,1377,2308]
continued-label: ಒಂದನೇ ಪುಟದಿಂದ [1143,1616,1325,1639]
paper-name: ಮೈಸೂರು ಮಿತ್ರ [716,89,869,124]
page-number-badge [81,86,125,135]
letter-title: ಅಗ್ನಿ ಶಾಮಕ ದಳದ ಕಚೇರಿಗೆ ಕಾಯಕಲ್ಪ ಯಾವಾಗ? [91,1246,377,1266]
yellow-dot-icon [179,2289,198,2308]
joke-line: ಎಳೆದುಕೊಂಡ ಪ್ಯಾಂಟ್‌ ಹೇಳುವ ಬದಲು ಕೋಪಿಸಿಕೊಂಡನು) "ಯಾಕೆ ಕೊಂಡ?" [95,246,353,257]
letter-salutation: ಮಾನ್ಯರೆ, [153,1664,187,1678]
nep-dateline: ಬೆಂಗಳೂರು, ಜೂ.24(ಏಂಎ)– ನೂತನ ರಾಷ್ಟ್ರೀಯ ಶಿಕ್ಷಣ ನೀತಿಯನ್ನು ಜಾರಿಗೆ ತಂದಾಗ ಇದನ್ನು ವಿರೋಧಿಸಿದ ಶಕ್ತಿಗಳೇ ಈಗ ಪಠ್ಯ ಪರಿಷ್ಕರಣೆಯನ್ನೂ ವಿರೋಧಿಸುತ್ತಿವೆ... [492,1769,710,1814]
blind-article-headline: ಅಂಧ, ಶ್ರವಣ ದೋಷವುಳ್ಳ ಮಕ್ಕಳ ಶಿಕ್ಷಕರ ತರಬೇತಿ ಕೇಂದ್ರಕ್ಕೆ ಪ್ರವೇಶ [492,2070,870,2090]
registration-marks-center [713,2288,835,2310]
proverb-sub: ಮೀನಿನ ಮರಿಗೆ ಈಜು ಕಲಿಸಬೇಕೆ [221,567,336,580]
amrutavahini-line: ಒಳಗಿಂದಲೇನು ಮಾಡಬೇಕೆಂದರೆ ಅದಕ್ಕೆ ಅಧಿಕಾರ ಸ್ವಾವದೇ [185,494,372,505]
registration-marks-left [81,2288,204,2310]
cartoon-figure-icon [415,167,456,215]
telecom-tower-photo [90,1686,207,1875]
joke-line: ಪ್ರಯಾಣಿಕನೊಬ್ಬ : (ಓಡಿಬಂದ ರೈಲು ಹತ್ತಲು ಓಡಿ ಬರುತ್ತಿದ್ದ ಇಬ್ಬರಲ್ಲಿ ಓರ್ವನನ್ನು ರೈಲಿನ ಬಾಗಿಲಿನಲ್ಲಿ ನಿಂತು [95,231,443,242]
letter2-body: ಮಾನ್ಯರೆ, ಮೈಸೂರಿನ ಸರಸ್ವತಿಪುರಂನಲ್ಲಿರುವ ಅಗ್ನಿಶಾಮಕ ದಳದ ಕಛೇರಿಯ ಕಟ್ಟಡ ಶಿಥಿಲಾವಸ್ಥೆಯಲ್ಲಿದ್ದು ಕುಸಿಯುವ ಹಂತ ತಲುಪಿದೆ. ಇದನ್ನು ದುರಸ್ತಿಪಡಿಸಿ ಕಾಯಕಲ್ಪ ನೀಡಬೇಕಾಗಿದೆ. ಕೂಡಲೇ ಸಂಬಂಧಪಟ್ಟ ಅಧಿಕಾರಿಗಳು ಗಮನಹರಿಸಿ ಕ್ರಮಕೈಗೊಳ್ಳಲಿ. [89,1465,467,1526]
blind-article-body: ಮೈಸೂರು, ಜೂ. 24– ಮೈಸೂರಿನ ಕೇಂದ್ರದಲ್ಲಿ ಅಂಧ ಮತ್ತು ಶ್ರವಣದೋಷವುಳ್ಳ ಮಕ್ಕಳ ಶಿಕ್ಷಕರ ತರಬೇತಿ ಕೇಂದ್ರಕ್ಕೆ ಪ್ರವೇಶ ಆರಂಭವಾಗಿದೆ. ಆಸಕ್ತರು ಜುಲೈ 30 ಹಾಗೂ 31ರಂದು ಆನ್‌ಲೈನ್ ಮೂಲಕ ಅರ್ಜಿ ಸಲ್ಲಿಸಬಹುದು. ಮಾಹಿತಿಗೆ ದೂ: 0821-2491600/2959600 ಸಂಪರ್ಕಿಸಬಹುದು. [492,2100,973,2145]
